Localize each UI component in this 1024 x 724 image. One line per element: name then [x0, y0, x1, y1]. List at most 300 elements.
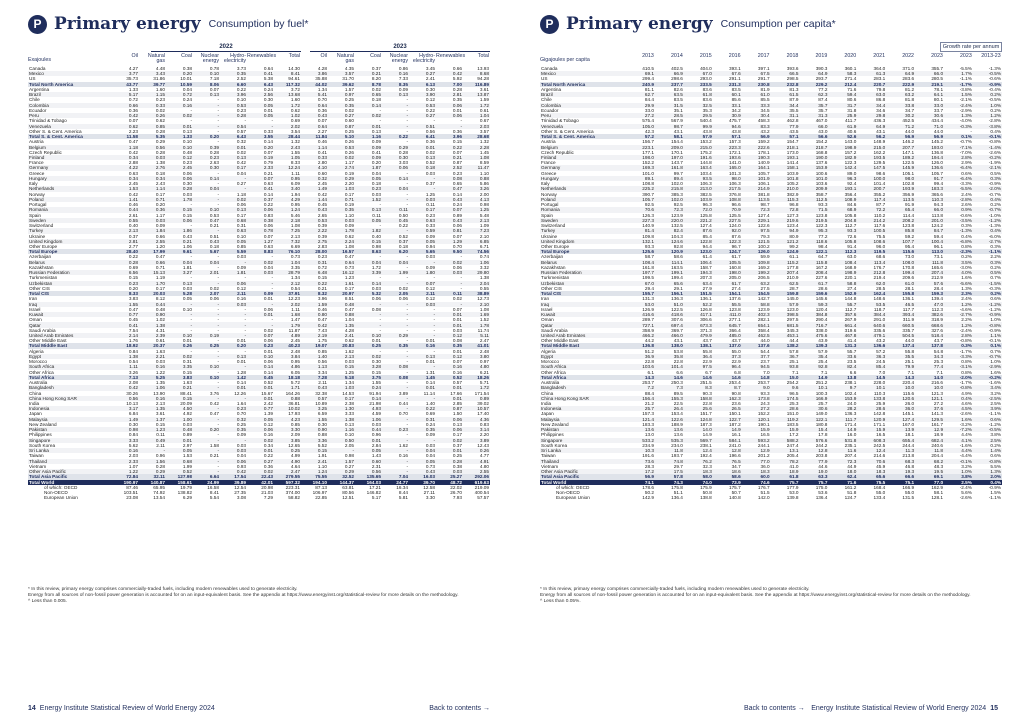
table-cell: 44.0: [905, 128, 915, 134]
table-cell: 45.9: [876, 463, 886, 469]
table-cell: 1.38: [155, 160, 165, 166]
table-cell: 158.7: [700, 264, 712, 270]
table-cell: -: [193, 113, 220, 118]
table-cell: 18.0: [828, 469, 857, 474]
table-cell: 384.8: [800, 312, 829, 317]
table-cell: 74.92: [153, 490, 165, 495]
table-cell: 18.9: [771, 469, 800, 474]
row-label: Total World: [28, 480, 112, 485]
table-cell: 0.09: [236, 264, 246, 270]
table-cell: 0.29: [328, 469, 355, 474]
table-cell: 1.08: [344, 243, 354, 249]
table-cell: 35.88: [315, 76, 327, 82]
table-cell: 115.8: [800, 260, 829, 265]
table-cell: 1.82: [355, 228, 382, 233]
table-cell: 92.5: [673, 202, 683, 208]
table-cell: 59.2: [905, 233, 915, 239]
table-cell: -: [409, 322, 436, 327]
table-cell: -1.2%: [988, 421, 1001, 427]
table-cell: 111.8: [915, 260, 944, 265]
table-cell: 0.56: [317, 359, 327, 365]
table-cell: 0.22: [263, 202, 273, 208]
table-cell: 1.34: [344, 380, 354, 386]
table-cell: 219.5: [800, 218, 829, 223]
table-cell: -: [193, 438, 220, 443]
table-cell: -: [220, 438, 247, 443]
table-cell: 66.0: [915, 207, 944, 212]
table-cell: 1.38: [139, 322, 166, 327]
table-cell: 369.7: [671, 327, 683, 333]
table-cell: 682.4: [915, 438, 944, 443]
table-cell: 0.60: [355, 459, 382, 464]
table-cell: -1.1%: [988, 411, 1001, 417]
table-cell: 176.7: [757, 484, 770, 490]
table-cell: 0.30: [425, 86, 435, 92]
table-cell: 7.2: [626, 385, 655, 390]
table-cell: 327.6: [931, 327, 944, 333]
table-cell: 210.9: [786, 275, 799, 281]
table-cell: 0.34: [139, 176, 166, 181]
row-label: Algeria: [541, 348, 556, 354]
table-cell: 0.09: [155, 223, 165, 229]
table-cell: 48.3: [933, 463, 944, 469]
table-cell: 16.5: [876, 432, 886, 438]
table-cell: 0.17: [236, 212, 246, 218]
table-cell: 126.3: [642, 212, 654, 218]
table-cell: 100.3: [815, 390, 828, 396]
table-cell: 36.4: [684, 354, 713, 359]
table-cell: 0.22: [128, 254, 138, 260]
table-cell: 25.4: [818, 359, 828, 365]
table-cell: 0.52: [398, 233, 408, 239]
table-cell: 2.48: [290, 348, 300, 354]
table-cell: -3.1%: [944, 364, 973, 369]
table-cell: 133.8: [857, 396, 886, 401]
back-to-contents-link[interactable]: [744, 705, 805, 712]
table-cell: 78.2: [771, 459, 800, 464]
table-cell: 7.29: [263, 495, 273, 501]
table-cell: 2.45: [166, 165, 193, 170]
table-cell: 137.8: [915, 343, 944, 348]
table-cell: 3.2%: [961, 463, 972, 469]
table-cell: 393.1: [728, 66, 741, 72]
table-cell: 466.2: [626, 333, 655, 338]
table-cell: 164.03: [355, 480, 382, 485]
table-cell: 57.6: [915, 281, 944, 286]
table-cell: 365.6: [931, 191, 944, 197]
back-to-contents-link[interactable]: [429, 705, 490, 712]
table-cell: 0.28: [220, 113, 247, 118]
table-cell: 7.1: [791, 369, 799, 375]
table-cell: 661.4: [828, 322, 857, 327]
table-cell: 209.0: [655, 145, 684, 150]
table-cell: 17.8: [818, 432, 828, 438]
table-cell: 0.27: [344, 463, 354, 469]
table-cell: -: [217, 380, 219, 386]
table-cell: 93.3: [760, 390, 770, 396]
table-cell: 7.1: [820, 369, 828, 375]
table-cell: 1.38: [328, 417, 355, 422]
table-cell: 220.7: [857, 82, 886, 87]
table-cell: 47.0: [915, 302, 944, 307]
table-cell: 113.5: [886, 197, 915, 202]
table-cell: 291.0: [873, 317, 886, 323]
table-cell: 177.9: [786, 484, 799, 490]
back-link-label: Back to contents: [744, 705, 796, 712]
table-cell: 188.9: [671, 421, 683, 427]
table-cell: 0.01: [452, 317, 462, 323]
table-cell: 1.10: [317, 463, 327, 469]
table-cell: 467.0: [815, 118, 828, 124]
table-cell: 21.98: [369, 401, 381, 407]
table-cell: 0.02: [247, 260, 274, 265]
table-cell: 0.69: [290, 118, 300, 124]
table-cell: 89.1: [626, 176, 655, 181]
table-cell: 0.30: [193, 165, 220, 170]
table-cell: -2.0%: [944, 375, 973, 380]
table-cell: -1.3%: [988, 223, 1001, 229]
table-cell: 1.0%: [990, 359, 1001, 365]
table-cell: 0.43: [301, 385, 328, 390]
table-cell: 14.8: [742, 375, 771, 380]
table-cell: 13.87: [463, 92, 490, 97]
table-cell: 37.7: [742, 354, 771, 359]
table-cell: 475.6: [800, 333, 829, 338]
table-cell: 152.2: [757, 411, 770, 417]
table-cell: -: [460, 285, 462, 291]
table-cell: 0.11: [156, 432, 165, 438]
table-cell: 204.4: [931, 453, 944, 459]
table-cell: -0.6%: [988, 76, 1001, 82]
table-cell: 122.6: [655, 417, 684, 422]
row-label: Other Asia Pacific: [540, 469, 626, 474]
column-header: 2017: [757, 53, 770, 59]
table-cell: 0.27: [236, 181, 246, 187]
table-cell: 14.9: [713, 427, 742, 432]
table-cell: 35.8: [655, 354, 684, 359]
page-number: 15: [990, 705, 998, 712]
table-cell: 0.63: [220, 228, 247, 233]
table-cell: 1.57: [328, 459, 355, 464]
table-cell: 3.55: [247, 134, 274, 139]
table-cell: 3.80: [463, 354, 490, 359]
table-cell: 43.7: [731, 338, 741, 344]
table-cell: 0.15: [128, 275, 138, 281]
table-cell: 0.69: [128, 264, 138, 270]
table-cell: 58.6: [713, 474, 742, 479]
table-cell: 1.02: [155, 317, 165, 323]
table-cell: 123.8: [902, 223, 915, 229]
table-cell: 72.3: [828, 459, 857, 464]
table-cell: 2.48: [479, 348, 489, 354]
table-cell: 2.11: [156, 442, 165, 448]
table-cell: -: [217, 191, 219, 197]
table-cell: 221.2: [684, 218, 713, 223]
table-cell: 10.01: [180, 76, 192, 82]
table-cell: 3.35: [290, 264, 300, 270]
table-cell: 1.25: [463, 207, 490, 212]
table-cell: 0.07: [452, 359, 462, 365]
table-cell: -: [382, 322, 409, 327]
table-cell: 0.62: [290, 107, 300, 113]
table-cell: 64.9: [857, 124, 886, 129]
column-header: 2018: [786, 53, 799, 59]
table-cell: 8.32: [301, 291, 328, 296]
table-cell: 0.01: [220, 145, 247, 150]
table-cell: 40.6: [847, 128, 857, 134]
table-cell: 0.18: [155, 170, 165, 176]
row-label: Iraq: [540, 302, 626, 307]
table-cell: 0.62: [344, 338, 354, 344]
table-cell: 1.94: [290, 191, 300, 197]
table-cell: -: [406, 463, 408, 469]
table-cell: 44.2: [644, 338, 654, 344]
table-cell: 208.4: [800, 270, 829, 275]
row-label: Ukraine: [541, 233, 558, 239]
row-label: Mexico: [540, 71, 626, 76]
table-cell: -7.2%: [944, 427, 973, 432]
table-cell: 140.8: [728, 495, 741, 501]
table-cell: 18.6: [713, 469, 742, 474]
table-cell: 112.7: [844, 223, 857, 229]
table-cell: 0.36: [452, 128, 462, 134]
table-cell: 157.2: [844, 149, 857, 155]
table-cell: 0.26: [166, 343, 193, 348]
table-cell: 0.03: [139, 155, 166, 160]
table-cell: 93.3: [818, 202, 828, 208]
table-cell: -: [382, 396, 409, 401]
table-cell: 0.04: [193, 186, 220, 191]
table-cell: 207.4: [915, 270, 944, 275]
table-cell: 0.47: [155, 254, 165, 260]
table-cell: 0.29: [139, 469, 166, 474]
table-cell: 0.09: [425, 264, 435, 270]
table-cell: 22.02: [450, 484, 462, 490]
table-cell: 6.29: [182, 495, 192, 501]
table-cell: 175.7: [728, 484, 741, 490]
table-cell: 2.20: [344, 181, 354, 187]
table-cell: 0.03: [236, 254, 246, 260]
table-cell: 0.53: [209, 212, 219, 218]
table-cell: 21.03: [261, 490, 273, 495]
table-cell: 1.55: [290, 149, 300, 155]
table-cell: 27.2: [742, 406, 771, 411]
table-cell: 4.13: [463, 197, 490, 202]
table-cell: 485.0: [713, 333, 742, 338]
row-label: Thailand: [28, 459, 112, 464]
table-cell: 194.10: [301, 480, 328, 485]
table-cell: 64.9: [886, 71, 915, 76]
table-cell: 382.9: [786, 191, 799, 197]
table-cell: 61.0: [886, 281, 915, 286]
table-cell: 0.02: [166, 354, 193, 359]
table-cell: 66.6: [886, 474, 915, 479]
table-cell: 122.1: [800, 417, 829, 422]
table-cell: -: [193, 281, 220, 286]
table-cell: 3.54: [290, 128, 300, 134]
table-cell: 0.01: [247, 396, 274, 401]
table-cell: 198.9: [828, 270, 857, 275]
column-header: Oil: [320, 53, 327, 59]
table-cell: 12.65: [288, 442, 300, 448]
table-cell: 101.9: [742, 176, 771, 181]
table-cell: -: [190, 118, 192, 124]
table-cell: 68.9: [828, 207, 857, 212]
table-cell: 0.01: [371, 338, 381, 344]
table-cell: 199.4: [886, 270, 915, 275]
table-cell: 52.6: [828, 134, 857, 139]
row-label: Other Middle East: [29, 338, 67, 344]
table-cell: 0.70: [452, 243, 462, 249]
table-cell: 8.7: [713, 385, 742, 390]
table-cell: 0.20: [193, 134, 220, 139]
table-cell: -: [220, 364, 247, 369]
table-cell: 0.05: [166, 448, 193, 453]
table-cell: 2.5%: [990, 401, 1001, 407]
table-cell: 1.84: [139, 228, 166, 233]
table-cell: -: [379, 348, 381, 354]
table-cell: 98.4: [818, 243, 828, 249]
table-cell: 145.1: [902, 411, 915, 417]
table-cell: 43.5: [789, 128, 799, 134]
table-cell: 279.55: [274, 474, 301, 479]
table-cell: 100.6: [815, 170, 828, 176]
table-cell: 48.72: [436, 480, 463, 485]
table-cell: -0.3%: [944, 124, 973, 129]
column-header: 2016: [728, 53, 741, 59]
table-cell: -: [193, 197, 220, 202]
table-cell: 91.4: [847, 243, 857, 249]
table-cell: 5.18: [328, 375, 355, 380]
table-cell: 0.16: [409, 343, 436, 348]
table-cell: 0.01: [263, 296, 273, 302]
table-cell: 4.0%: [944, 270, 973, 275]
table-cell: 0.8%: [961, 359, 972, 365]
table-cell: 3.72: [290, 86, 300, 92]
table-cell: 14.6: [684, 375, 713, 380]
table-cell: 194.4: [915, 155, 944, 160]
table-cell: 61.4: [702, 254, 712, 260]
table-cell: 14.30: [288, 66, 300, 72]
table-cell: 123.0: [684, 249, 713, 254]
table-cell: 1.08: [463, 155, 490, 160]
table-cell: 364.0: [873, 66, 886, 72]
table-cell: -0.5%: [973, 427, 1002, 432]
table-cell: 140.87: [139, 480, 166, 485]
table-cell: -2.9%: [973, 364, 1002, 369]
table-cell: 0.28: [452, 86, 462, 92]
table-cell: 0.85: [317, 348, 327, 354]
table-cell: 55.8: [905, 348, 915, 354]
table-cell: 3.5%: [944, 260, 973, 265]
table-cell: 30.2: [886, 113, 915, 118]
table-cell: 44.4: [789, 338, 799, 344]
table-cell: 96.3: [702, 202, 712, 208]
arrow-right-icon: →: [483, 705, 490, 712]
table-cell: -: [460, 254, 462, 260]
table-cell: 231.3: [713, 82, 742, 87]
table-cell: 0.28: [155, 128, 165, 134]
table-cell: 0.18: [398, 243, 408, 249]
table-cell: 0.03: [452, 327, 462, 333]
table-cell: -: [382, 103, 409, 108]
table-cell: 1.13: [301, 364, 328, 369]
table-cell: 96.3: [828, 176, 857, 181]
table-cell: -: [244, 275, 246, 281]
table-cell: 63.3: [800, 474, 829, 479]
table-cell: 90.3: [702, 390, 712, 396]
table-cell: 126.0: [931, 160, 944, 166]
table-cell: -: [217, 128, 219, 134]
table-cell: 206.5: [757, 275, 770, 281]
table-cell: 0.50: [398, 212, 408, 218]
table-cell: 88.4: [644, 390, 654, 396]
table-cell: 22.9: [731, 359, 741, 365]
table-cell: 0.28: [209, 149, 219, 155]
table-cell: 1.15: [139, 92, 166, 97]
row-label: United Arab Emirates: [540, 333, 626, 338]
table-cell: 0.28: [112, 260, 139, 265]
table-cell: -: [406, 432, 408, 438]
table-cell: 0.57: [452, 380, 462, 386]
table-cell: 0.37: [247, 197, 274, 202]
table-cell: 164.1: [742, 165, 771, 170]
page-right: [512, 0, 1024, 724]
table-cell: 0.52: [436, 375, 463, 380]
table-cell: 13.6: [626, 427, 655, 432]
table-cell: -0.8%: [973, 322, 1002, 327]
table-cell: 101.0: [642, 170, 654, 176]
table-cell: 34.4: [857, 103, 886, 108]
table-cell: 1.86: [166, 228, 193, 233]
table-cell: 8.41: [274, 71, 301, 76]
table-cell: 32.3: [702, 463, 712, 469]
table-cell: 384.4: [857, 312, 886, 317]
table-cell: 183.3: [915, 186, 944, 191]
table-cell: 165.0: [713, 165, 742, 170]
table-cell: 0.17: [220, 165, 247, 170]
table-cell: 28.5: [876, 285, 886, 291]
table-cell: 75.7: [771, 480, 800, 485]
row-label: Austria: [29, 139, 44, 145]
table-cell: 146.2: [902, 139, 915, 145]
table-cell: 18.9: [933, 432, 944, 438]
table-cell: 223.3: [713, 145, 742, 150]
table-cell: 126.9: [642, 306, 654, 312]
table-cell: 25.9: [828, 113, 857, 118]
table-cell: 376.8: [728, 191, 741, 197]
table-cell: 131.3: [828, 343, 857, 348]
table-cell: 212.4: [828, 82, 857, 87]
table-cell: 0.45: [128, 317, 138, 323]
table-cell: 416.6: [626, 312, 655, 317]
table-cell: 122.7: [713, 417, 742, 422]
table-cell: 35.3: [702, 107, 712, 113]
table-cell: 453.1: [771, 333, 800, 338]
table-cell: 0.98: [479, 202, 489, 208]
table-cell: 0.12: [425, 285, 435, 291]
table-cell: -0.9%: [988, 181, 1001, 187]
table-cell: 74.3: [655, 480, 684, 485]
table-cell: 13.6: [655, 427, 684, 432]
table-cell: 219.1: [915, 82, 944, 87]
table-cell: -1.2%: [973, 218, 1002, 223]
table-cell: 533.2: [626, 438, 655, 443]
table-cell: 3.2%: [990, 390, 1001, 396]
table-cell: 152.9: [828, 291, 857, 296]
table-cell: -: [436, 302, 463, 307]
table-cell: 357.6: [828, 312, 857, 317]
